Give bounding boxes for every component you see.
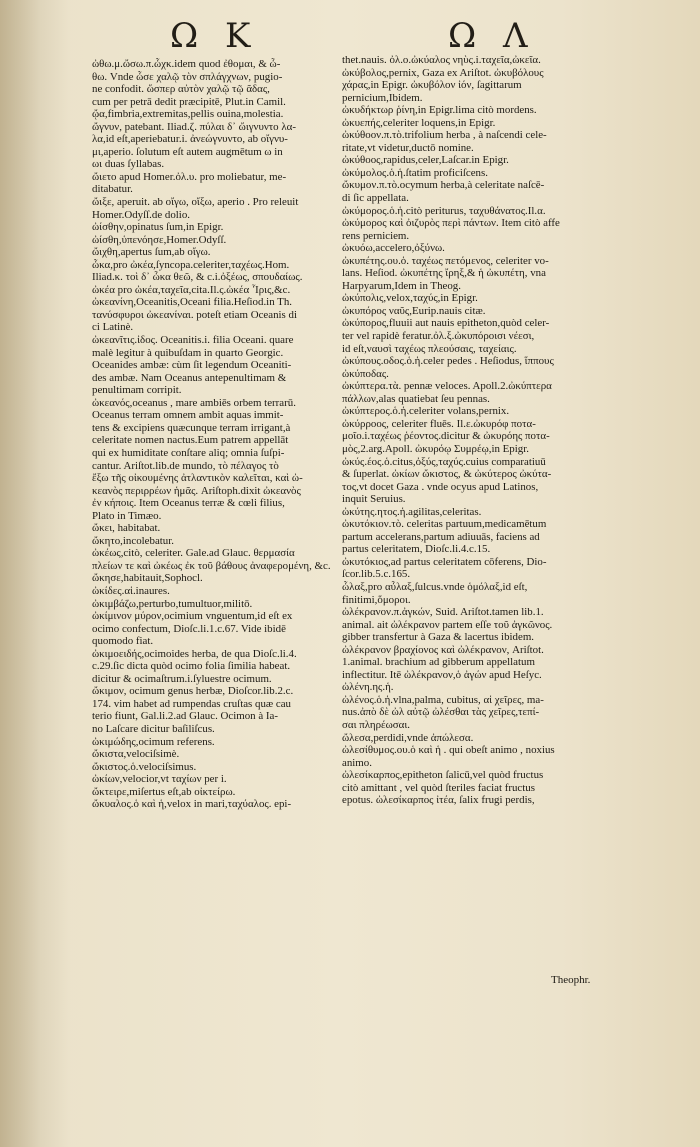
text-line: celeritate nomen nactus.Eum patrem appellāt	[92, 434, 289, 447]
text-line: ὤκιστος.ὁ.velociſsimus.	[92, 760, 197, 773]
text-line: ne confodit. ὥσπερ αὐτὸν χαλῷ τῷ ᾶδας,	[92, 83, 270, 96]
text-line: no Laſcare dicitur baſiliſcus.	[92, 722, 215, 735]
text-line: ὠκύμορος.ὁ.ἡ.citò periturus, ταχυθάνατος.Il.α.	[342, 204, 546, 217]
text-line: partum accelerans,partum adiuuās, faciens ad	[342, 530, 540, 543]
text-line: ὤκιμον, ocimum genus herbæ, Dioſcor.lib.2.c.	[92, 685, 294, 698]
text-line: ὠκίμινον μύρον,ocimium vnguentum,id eſt ex	[92, 610, 293, 623]
text-line: ſcor.lib.5.c.165.	[342, 568, 411, 581]
text-line: ὤκιστα,velociſsimè.	[92, 748, 180, 761]
text-line: ὤιετο apud Homer.ὀλ.υ. pro moliebatur, me-	[92, 170, 287, 183]
text-line: penultimam corripit.	[92, 384, 182, 397]
text-line: ὠκυόω,accelero,ὀξύνω.	[342, 242, 445, 255]
text-line: ὠκύθοον.π.τὸ.trifolium herba , à naſcendi cele-	[342, 129, 547, 142]
text-line: πλείων τε καὶ ὠκέως ἐκ τοῦ βάθους ἀναφερομένη, &c.	[92, 559, 331, 572]
text-line: ὠλένη.ης.ἡ.	[342, 681, 394, 694]
text-line: c.29.ſic dicta quòd ocimo folia ſimilia habeat.	[92, 660, 291, 673]
text-line: citò amittant , vel quòd ſteriles faciat fructus	[342, 781, 535, 794]
text-line: ὠλεσίκαρπος,epitheton ſalicū,vel quòd fructus	[342, 769, 544, 782]
text-line: nus.ἀπὸ δὲ ὠλ αὐτῷ ὠλέσθαι τὰς χεῖρες,τεπί-	[342, 706, 540, 719]
text-line: ὠκύπολις,velox,ταχύς,in Epigr.	[342, 292, 478, 305]
text-line: Plato in Timæo.	[92, 509, 162, 522]
text-line: ᾤα,fimbria,extremitas,pellis ouina,molestia.	[92, 108, 284, 121]
text-line: thet.nauis. ὀλ.ο.ὠκύαλος νηὺς.i.ταχεῖα,ὠκεῖα.	[342, 54, 541, 66]
text-line: ὠκύμορος καὶ ὀιζυρὸς περὶ πάντων. Item citò affe	[342, 217, 560, 230]
text-line: ὤγνυν, patebant. Iliad.ζ. πύλαι δ᾽ ὤιγνυντο λα-	[92, 120, 296, 133]
text-line: ὠκυτόκιον.τὸ. celeritas partuum,medicamētum	[342, 518, 547, 531]
text-line: ὠίσθην,opinatus ſum,in Epigr.	[92, 221, 224, 234]
text-line: ἐν κήποις. Item Oceanus terræ & cœli filius,	[92, 497, 285, 510]
gutter-shadow	[0, 0, 70, 1147]
left-column	[92, 58, 372, 811]
text-line: ὠλεσίθυμος.ου.ὁ καὶ ἡ . qui obeſt animo , noxius	[342, 744, 555, 757]
text-line: ὠκύρροος, celeriter fluēs. Il.ε.ὠκυρόφ ποτα-	[342, 417, 536, 430]
text-line: ὠκιμοειδής,ocimoides herba, de qua Dioſc.li.4.	[92, 647, 297, 660]
text-line: ωι duas ſyllabas.	[92, 158, 165, 171]
text-line: ὠκυπέτης.ου.ὁ. ταχέως πετόμενος, celeriter vo-	[342, 254, 549, 267]
text-line: id eſt,ναυσὶ ταχέως πλεούσαις, ταχείαις.	[342, 342, 517, 355]
text-line: & ſuperlat. ὠκίων ὤκιστος, & ὠκύτερος ὠκύτα-	[342, 468, 552, 481]
text-line: qui ex humiditate conſtare aliq; omnia ſuſpi-	[92, 446, 285, 459]
text-line: ὠκυδήκτωρ ῥίνη,in Epigr.lima citò mordens.	[342, 104, 537, 117]
text-line: ocimo confectum, Dioſc.li.1.c.67. Vide ibidē	[92, 622, 286, 635]
text-line: ὠκεανός,oceanus , mare ambiēs orbem terrarū.	[92, 396, 296, 409]
text-line: dicitur & ocimaſtrum.i.ſyluestre ocimum.	[92, 672, 272, 685]
text-line: di ſic appellata.	[342, 192, 409, 205]
text-line: ὠκύπορος,fluuii aut nauis epitheton,quòd celer-	[342, 317, 550, 330]
text-line: θω. Vnde ὦσε χαλῷ τὸν σπλάγχνων, pugio-	[92, 70, 283, 83]
text-line: ὠλένος.ὁ.ἡ.vlna,palma, cubitus, αἱ χεῖρες, ma-	[342, 693, 544, 706]
text-line: cum per petrā dedit præcipitē, Plut.in Camil.	[92, 95, 286, 108]
running-head-left: Ω K	[170, 16, 259, 56]
text-line: malè legitur à quibuſdam in quarto Georgic.	[92, 346, 284, 359]
text-line: ὤκτειρε,miſertus eſt,ab οἰκτείρω.	[92, 785, 236, 798]
text-line: finitimi,ὅμοροι.	[342, 593, 411, 606]
text-line: quomodo fiat.	[92, 635, 154, 648]
text-line: ὠίσθη,ὑπενόησε,Homer.Odyſſ.	[92, 233, 227, 246]
text-line: ὤκυμον.π.τὸ.ocymum herba,à celeritate naſcē-	[342, 179, 545, 192]
text-line: ὤκητο,incolebatur.	[92, 534, 175, 547]
text-line: ὤκυαλος.ὁ καὶ ἡ,velox in mari,ταχύαλος. epi-	[92, 798, 292, 811]
text-line: Oceanus terram omnem ambit aquas immit-	[92, 409, 284, 422]
text-line: cantur. Ariſtot.lib.de mundo, τὸ πέλαγος τὸ	[92, 459, 279, 472]
text-line: λα,id eſt,aperiebatur.i. ἀνεώγνυντο, ab οἴγνυ-	[92, 133, 288, 146]
text-line: partus celeritatem, Dioſc.li.4.c.15.	[342, 543, 491, 556]
text-line: Oceanides ambæ: cùm ſit legendum Oceaniti-	[92, 359, 292, 372]
text-line: ci Latinè.	[92, 321, 134, 334]
text-line: τανύσφυροι ὠκεανίναι. poteſt etiam Oceanis di	[92, 308, 297, 321]
text-line: ter vel rapidè feratur.ὀλ.ξ.ὠκυπόροισι νέεσι,	[342, 330, 535, 343]
text-line: Iliad.κ. τοὶ δ᾽ ὦκα θεῶ, & c.i.ὀξέως, σπουδαίως.	[92, 271, 303, 284]
text-line: ὠκέως,citò, celeriter. Gale.ad Glauc. θερμασία	[92, 547, 295, 560]
text-line: ὤιχθη,apertus ſum,ab οἴγω.	[92, 246, 211, 259]
text-line: animal. ait ὠλέκρανον partem eſſe τοῦ ἀγκῶνος.	[342, 618, 553, 631]
text-line: ὠκέα pro ὠκέα,ταχεῖα,cita.Il.ς.ὠκέα Ἶρις,&c.	[92, 283, 291, 296]
text-line: ὤκει, habitabat.	[92, 522, 161, 535]
text-line: ὠκύθοος,rapidus,celer,Laſcar.in Epigr.	[342, 154, 509, 167]
text-line: ὤιξε, aperuit. ab οἴγω, οἴξω, aperio . Pro releuit	[92, 196, 299, 209]
text-line: ὠκυπόρος ναῦς,Eurip.nauis citæ.	[342, 304, 486, 317]
text-line: μοῖο.i.ταχέως ῥέοντος.dicitur & ὠκυρόης ποτα-	[342, 430, 550, 443]
text-line: ὠκίδες.αἱ.inaures.	[92, 584, 170, 597]
text-line: ὠκεανίνη,Oceanitis,Oceani filia.Heſiod.in Th.	[92, 296, 292, 309]
text-line: des ambæ. Nam Oceanus antepenultimam &	[92, 371, 287, 384]
text-line: Harpyarum,Idem in Theog.	[342, 279, 461, 292]
text-line: terio fiunt, Gal.li.2.ad Glauc. Ocimon à Ia-	[92, 710, 278, 723]
text-line: ὠθω.μ.ὤσω.π.ὦχκ.idem quod ἐθομαι, & ὦ-	[92, 58, 281, 70]
text-line: τος,vt docet Gaza . vnde ocyus apud Latinos,	[342, 480, 539, 493]
text-line: ὠκυτόκιος,ad partus celeritatem cōferens, Dio-	[342, 555, 547, 568]
text-line: ὠκίων,velocior,vt ταχίων per i.	[92, 773, 227, 786]
text-line: ὠκιμβάζω,perturbo,tumultuor,militō.	[92, 597, 253, 610]
text-line: χάρας,in Epigr. ὠκυβόλον ἰόν, ſagittarum	[342, 79, 522, 92]
text-line: ὠλέκρανον βραχίονος καὶ ὠλέκρανον, Ariſtot.	[342, 643, 544, 656]
text-line: tens & excipiens quæcunque terram irrigant,à	[92, 421, 291, 434]
text-line: μὸς,2.arg.Apoll. ὠκυρόῳ Συμρέῳ,in Epigr.	[342, 442, 529, 455]
text-line: ὠκύμολος.ὁ.ἡ.ſtatim proficiſcens.	[342, 166, 488, 179]
text-line: epotus. ὠλεσίκαρπος ἰτέα, ſalix frugi perdis,	[342, 794, 535, 807]
text-line: ἔξω τῆς οἰκουμένης ἀτλαντικὸν καλεῖται, καὶ ὠ-	[92, 472, 303, 485]
text-line: ὠκύπτερα.τὰ. pennæ veloces. Apoll.2.ὠκύπτερα	[342, 380, 552, 393]
text-line: ὠκύπτερος.ὁ.ἡ.celeriter volans,pernix.	[342, 405, 510, 418]
text-line: ὠκύς.έος.ὁ.citus,ὀξύς,ταχύς.cuius comparatiuū	[342, 455, 546, 468]
text-line: σαι πληρέωσαι.	[342, 718, 411, 731]
text-line: ὦλαξ,pro αὖλαξ,ſulcus.vnde ὁμόλαξ,id eſt,	[342, 580, 528, 593]
text-line: rens perniciem.	[342, 229, 410, 242]
text-line: ὤλεσα,perdidi,vnde ἀπώλεσα.	[342, 731, 474, 744]
text-line: animo.	[342, 756, 372, 769]
text-line: μι,aperio. ſolutum eſt autem augmētum ω in	[92, 145, 283, 158]
text-line: inquit Seruius.	[342, 493, 406, 506]
text-line: ὠλέκρανον.π.ἀγκών, Suid. Ariſtot.tamen lib.1.	[342, 606, 544, 619]
text-line: ὠκύτης.ητος.ἡ.agilitas,celeritas.	[342, 505, 482, 518]
text-line: gibber transfertur à Gaza & lacertus ibidem.	[342, 631, 535, 644]
text-line: pernicium,Ibidem.	[342, 91, 423, 104]
text-line: ditabatur.	[92, 183, 133, 196]
catchword: Theophr.	[551, 974, 591, 986]
text-line: ὠκύπους.οδος.ὁ.ἡ.celer pedes . Heſiodus, ἵππους	[342, 355, 554, 368]
running-head-right: Ω Λ	[448, 16, 536, 56]
text-line: ὠκυεπής,celeriter loquens,in Epigr.	[342, 116, 496, 129]
text-line: ὦκα,pro ὠκέα,ſyncopa.celeriter,ταχέως.Hom.	[92, 258, 290, 271]
text-line: lans. Heſiod. ὠκυπέτης ἴρηξ,& ἡ ὠκυπέτη, vna	[342, 267, 546, 280]
text-line: inflectitur. Itē ὠλέκρανον,ὁ ἀγών apud Heſyc.	[342, 668, 542, 681]
text-line: 1.animal. brachium ad gibberum appellatum	[342, 656, 535, 669]
text-line: ὠκύποδας.	[342, 367, 389, 380]
text-line: ὠκύβολος,pernix, Gaza ex Ariſtot. ὠκυβόλους	[342, 66, 544, 79]
text-line: 174. vim habet ad rumpendas cruſtas quæ cau	[92, 697, 292, 710]
text-line: Homer.Odyſſ.de dolio.	[92, 208, 191, 221]
text-line: κεανὸς περιρρέων ἡμᾶς. Ariſtoph.dixit ὠκεανὸς	[92, 484, 301, 497]
text-line: ὠκεανῖτις.ἰδος. Oceanitis.i. filia Oceani. quare	[92, 334, 294, 347]
right-column	[342, 54, 638, 807]
text-line: ritate,vt videtur,ductō nomine.	[342, 141, 474, 154]
text-line: ὠκιμώδης,ocimum referens.	[92, 735, 215, 748]
text-line: ὤκησε,habitauit,Sophocl.	[92, 572, 203, 585]
text-line: πάλλων,alas quatiebat ſeu pennas.	[342, 392, 490, 405]
